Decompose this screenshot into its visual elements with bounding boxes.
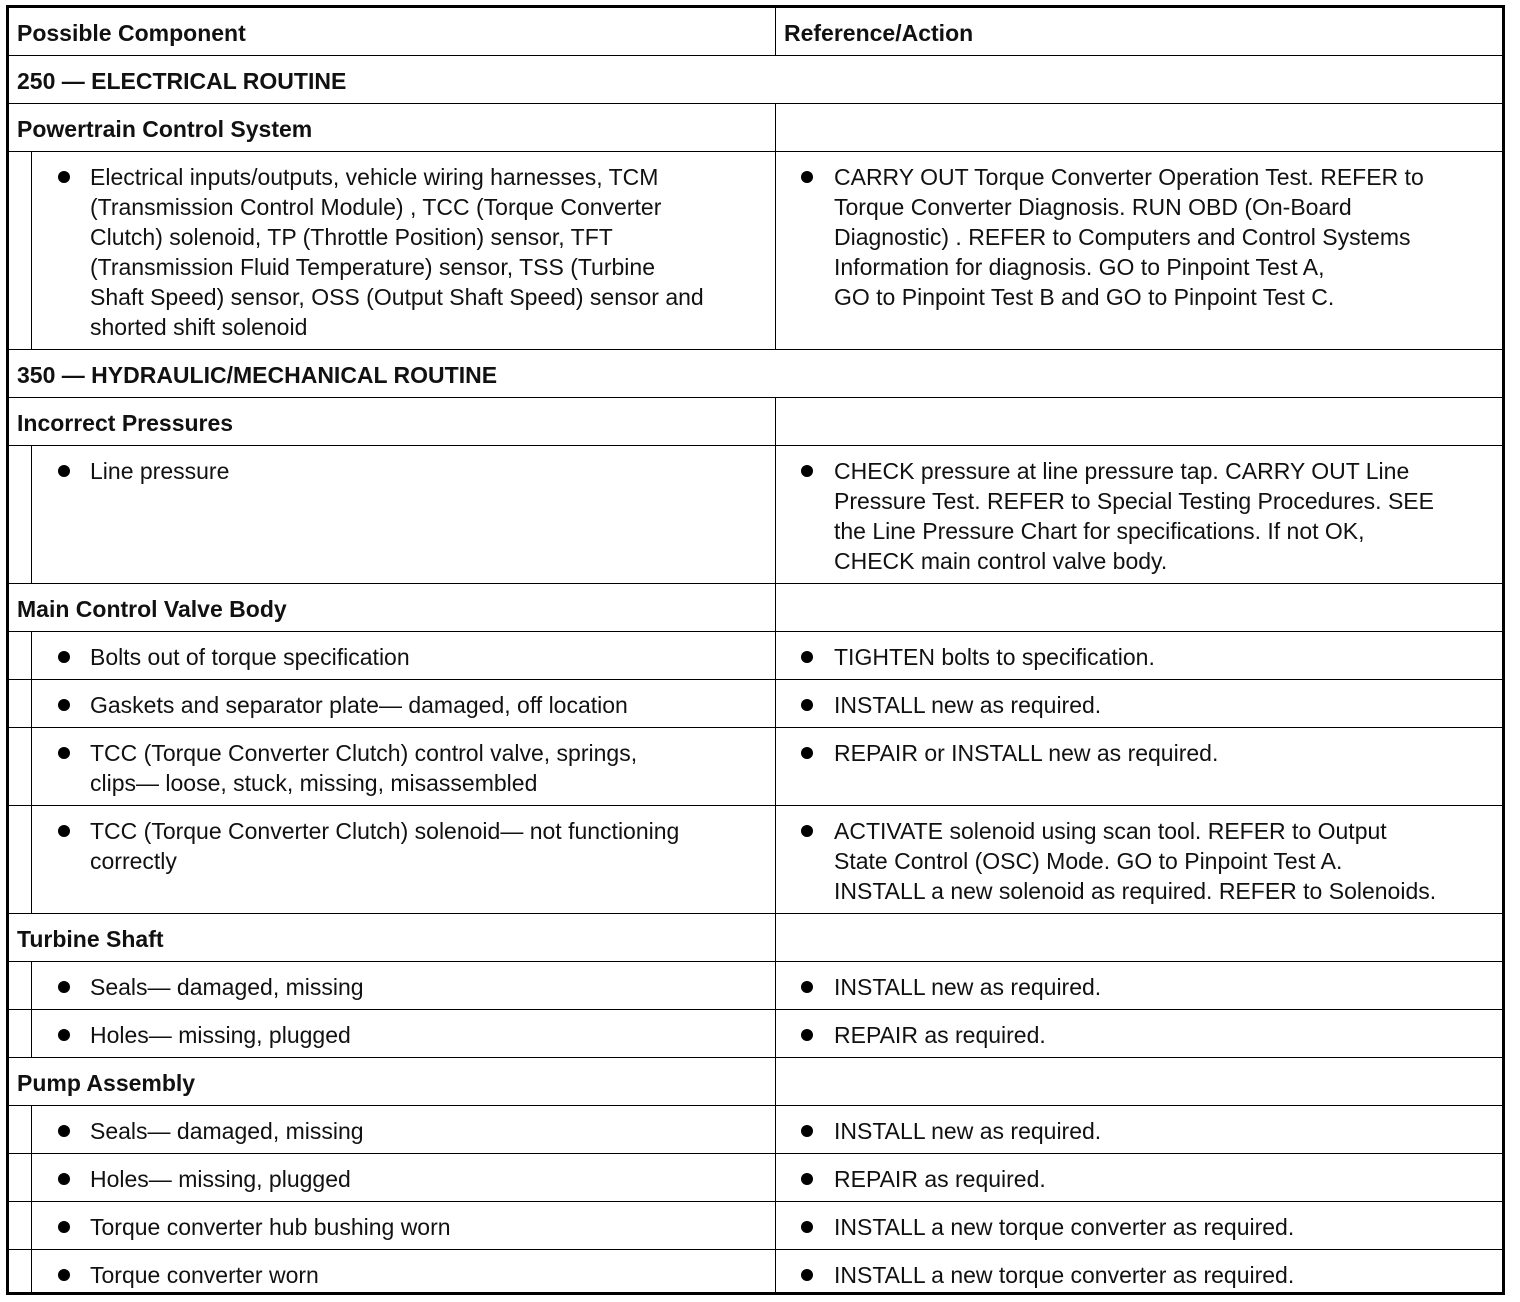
- section-row-350: [9, 350, 1502, 398]
- table-row: [9, 632, 1502, 680]
- bullet-icon: [58, 1125, 70, 1137]
- bullet-icon: [58, 825, 70, 837]
- bullet-icon: [801, 981, 813, 993]
- component-text: Torque converter hub bushing worn: [90, 1214, 451, 1240]
- group-title-pressures: Incorrect Pressures: [17, 410, 234, 436]
- bullet-icon: [58, 1029, 70, 1041]
- action-text: TIGHTEN bolts to specification.: [834, 644, 1155, 670]
- table-row: [9, 1250, 1502, 1294]
- action-text: ACTIVATE solenoid using scan tool. REFER to Output State Control (OSC) Mode. GO to Pinpoint Test A. INSTALL a new solenoid as required. REFER to Solenoids.: [834, 818, 1437, 904]
- action-text: REPAIR as required.: [834, 1022, 1046, 1048]
- section-title-350: 350 — HYDRAULIC/MECHANICAL ROUTINE: [17, 362, 498, 388]
- bullet-icon: [801, 699, 813, 711]
- bullet-icon: [58, 699, 70, 711]
- component-text: Gaskets and separator plate— damaged, off location: [90, 692, 628, 718]
- table-row: [9, 1010, 1502, 1058]
- section-row-250: [9, 56, 1502, 104]
- component-text: Holes— missing, plugged: [90, 1166, 351, 1192]
- component-text: TCC (Torque Converter Clutch) solenoid— not functioning correctly: [90, 818, 680, 874]
- action-text: CARRY OUT Torque Converter Operation Test. REFER to Torque Converter Diagnosis. RUN OBD (On-Board Diagnostic) . REFER to Computers and Control Systems Information for diagnosis. GO to Pinpoint Test A, GO to Pinpoint Test B and GO to Pinpoint Test C.: [834, 164, 1424, 310]
- bullet-icon: [801, 1173, 813, 1185]
- table-header-row: [9, 8, 1502, 56]
- bullet-icon: [801, 651, 813, 663]
- component-text: Torque converter worn: [90, 1262, 319, 1288]
- group-title-powertrain: Powertrain Control System: [17, 116, 313, 142]
- component-text: Holes— missing, plugged: [90, 1022, 351, 1048]
- action-text: INSTALL new as required.: [834, 692, 1102, 718]
- column-header-action: Reference/Action: [784, 20, 974, 46]
- bullet-icon: [58, 651, 70, 663]
- bullet-icon: [801, 1029, 813, 1041]
- group-title-pump: Pump Assembly: [17, 1070, 196, 1096]
- table-row: [9, 728, 1502, 806]
- bullet-icon: [58, 981, 70, 993]
- bullet-icon: [801, 1269, 813, 1281]
- bullet-icon: [58, 1173, 70, 1185]
- bullet-icon: [58, 465, 70, 477]
- bullet-icon: [58, 1221, 70, 1233]
- bullet-icon: [58, 1269, 70, 1281]
- bullet-icon: [801, 1221, 813, 1233]
- table-row: [9, 680, 1502, 728]
- bullet-icon: [801, 825, 813, 837]
- section-title-250: 250 — ELECTRICAL ROUTINE: [17, 68, 347, 94]
- action-text: CHECK pressure at line pressure tap. CARRY OUT Line Pressure Test. REFER to Special Testing Procedures. SEE the Line Pressure Chart for specifications. If not OK, CHECK main control valve body.: [834, 458, 1434, 574]
- table-row: [9, 1154, 1502, 1202]
- diagnosis-table: [6, 5, 1505, 1295]
- group-row-powertrain: [9, 104, 1502, 152]
- action-text: INSTALL new as required.: [834, 1118, 1102, 1144]
- component-text: Electrical inputs/outputs, vehicle wiring harnesses, TCM (Transmission Control Module) , TCC (Torque Converter Clutch) solenoid, TP (Throttle Position) sensor, TFT (Transmission Fluid Temperature) sensor, TSS (Turbine Shaft Speed) sensor, OSS (Output Shaft Speed) sensor and shorted shift solenoid: [90, 164, 704, 340]
- bullet-icon: [58, 171, 70, 183]
- table-row: [9, 1202, 1502, 1250]
- table-row: [9, 962, 1502, 1010]
- component-text: Bolts out of torque specification: [90, 644, 410, 670]
- action-text: INSTALL a new torque converter as required.: [834, 1262, 1295, 1288]
- action-text: INSTALL new as required.: [834, 974, 1102, 1000]
- action-text: INSTALL a new torque converter as required.: [834, 1214, 1295, 1240]
- group-title-valve-body: Main Control Valve Body: [17, 596, 287, 622]
- bullet-icon: [801, 747, 813, 759]
- group-row-turbine-shaft: [9, 914, 1502, 962]
- column-header-component: Possible Component: [17, 20, 246, 46]
- table-row: [9, 446, 1502, 584]
- action-text: REPAIR or INSTALL new as required.: [834, 740, 1219, 766]
- bullet-icon: [58, 747, 70, 759]
- bullet-icon: [801, 1125, 813, 1137]
- component-text: Seals— damaged, missing: [90, 974, 364, 1000]
- component-text: Line pressure: [90, 458, 230, 484]
- group-row-pressures: [9, 398, 1502, 446]
- component-text: TCC (Torque Converter Clutch) control valve, springs, clips— loose, stuck, missing, misassembled: [90, 740, 638, 796]
- group-row-pump: [9, 1058, 1502, 1106]
- table-row: [9, 1106, 1502, 1154]
- bullet-icon: [801, 171, 813, 183]
- group-title-turbine-shaft: Turbine Shaft: [17, 926, 164, 952]
- component-text: Seals— damaged, missing: [90, 1118, 364, 1144]
- action-text: REPAIR as required.: [834, 1166, 1046, 1192]
- group-row-valve-body: [9, 584, 1502, 632]
- table-row: [9, 152, 1502, 350]
- table-row: [9, 806, 1502, 914]
- bullet-icon: [801, 465, 813, 477]
